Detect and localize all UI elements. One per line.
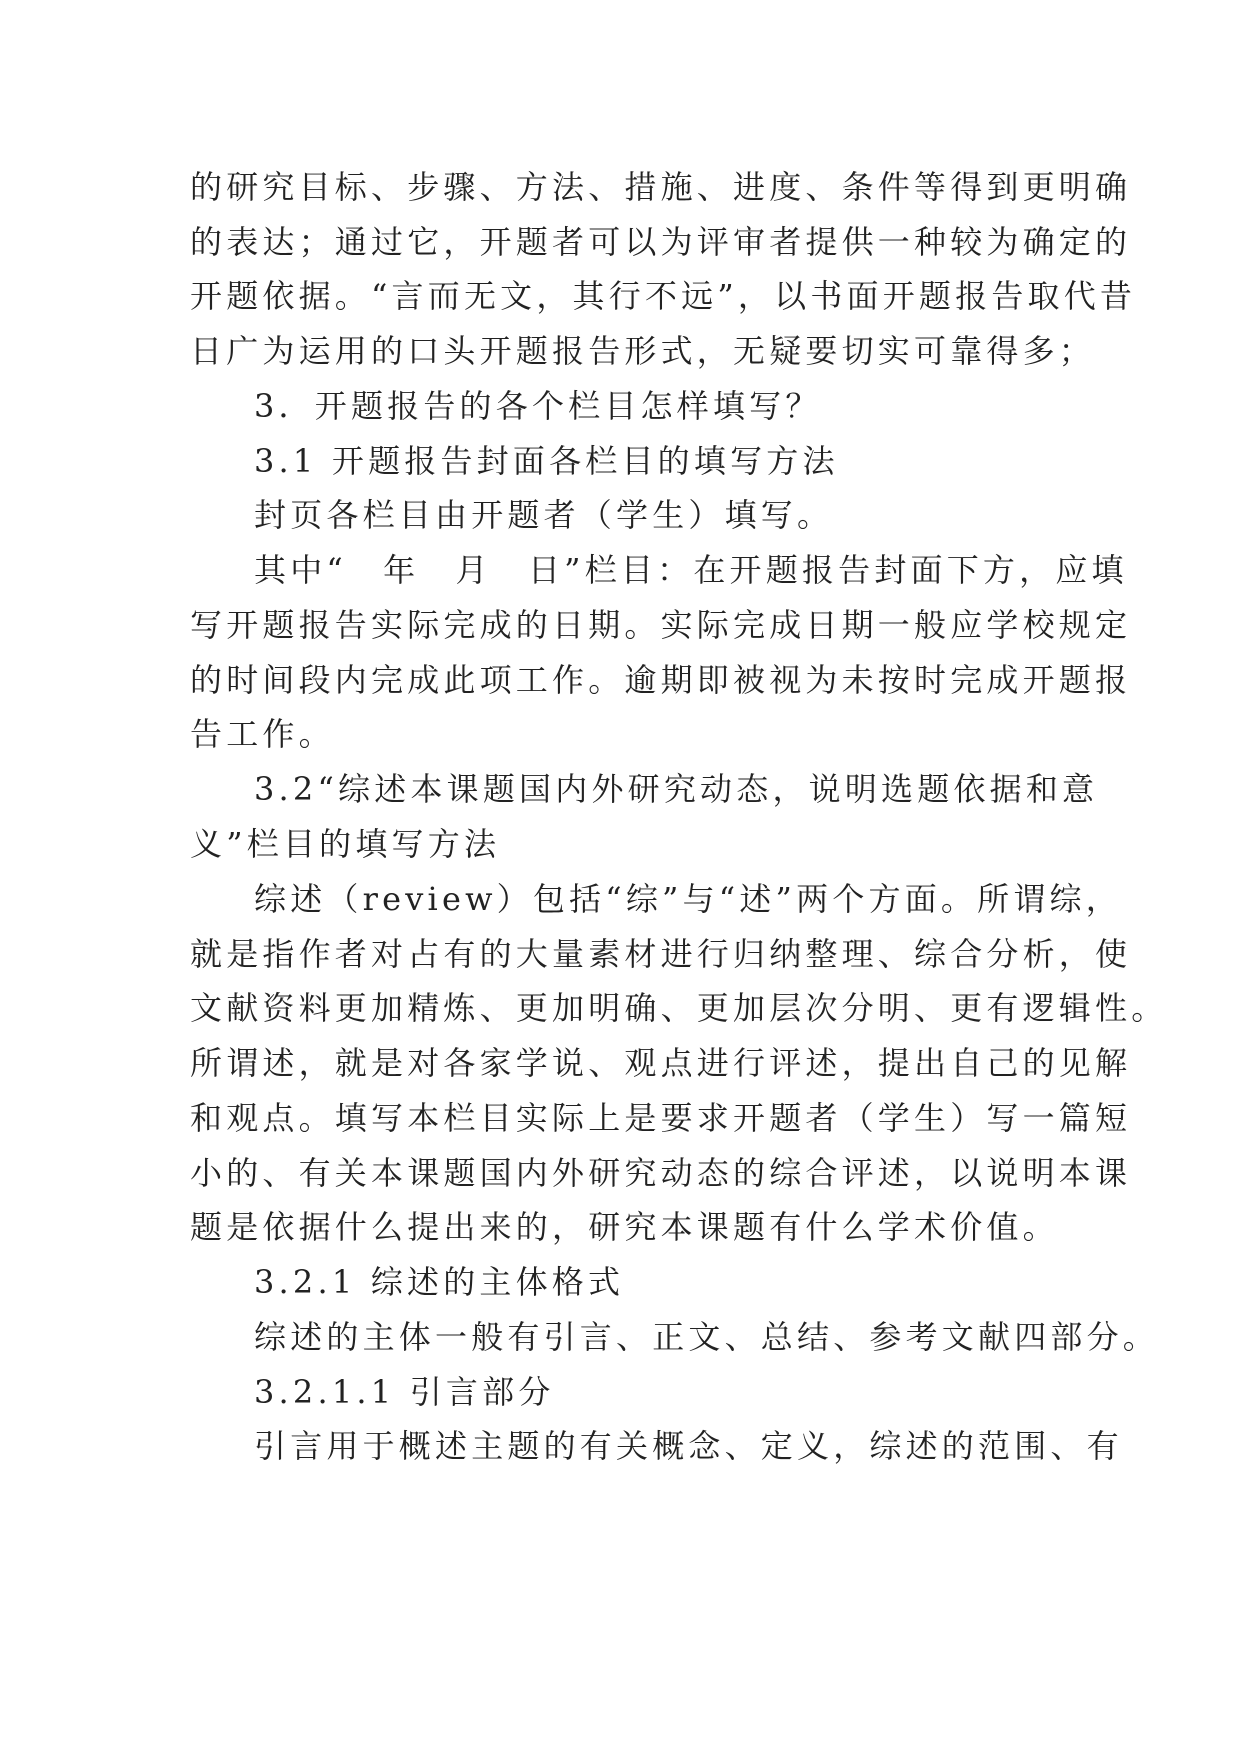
section-heading-3-2-cont: 义”栏目的填写方法 [190, 825, 501, 863]
section-heading-3-2: 3.2“综述本课题国内外研究动态，说明选题依据和意 [254, 770, 1099, 808]
text-line-22: 综述的主体一般有引言、正文、总结、参考文献四部分。 [254, 1318, 1160, 1356]
text-line-11: 告工作。 [190, 715, 335, 753]
text-line-8: 其中“ 年 月 日”栏目：在开题报告封面下方，应填 [254, 551, 1128, 589]
text-line-17: 所谓述，就是对各家学说、观点进行评述，提出自己的见解 [190, 1044, 1132, 1082]
text-line-4: 日广为运用的口头开题报告形式，无疑要切实可靠得多； [190, 332, 1096, 370]
section-heading-3-1: 3.1 开题报告封面各栏目的填写方法 [254, 442, 839, 480]
text-line-7: 封页各栏目由开题者（学生）填写。 [254, 496, 834, 534]
section-heading-3-2-1-1: 3.2.1.1 引言部分 [254, 1373, 555, 1411]
text-line-15: 就是指作者对占有的大量素材进行归纳整理、综合分析，使 [190, 935, 1132, 973]
text-line-16: 文献资料更加精炼、更加明确、更加层次分明、更有逻辑性。 [190, 989, 1168, 1027]
text-line-19: 小的、有关本课题国内外研究动态的综合评述，以说明本课 [190, 1154, 1132, 1192]
section-heading-3: 3．开题报告的各个栏目怎样填写？ [254, 387, 822, 425]
text-line-1: 的研究目标、步骤、方法、措施、进度、条件等得到更明确 [190, 168, 1132, 206]
text-line-2: 的表达；通过它，开题者可以为评审者提供一种较为确定的 [190, 223, 1132, 261]
text-line-18: 和观点。填写本栏目实际上是要求开题者（学生）写一篇短 [190, 1099, 1132, 1137]
text-line-9: 写开题报告实际完成的日期。实际完成日期一般应学校规定 [190, 606, 1132, 644]
text-line-10: 的时间段内完成此项工作。逾期即被视为未按时完成开题报 [190, 661, 1132, 699]
text-line-14: 综述（review）包括“综”与“述”两个方面。所谓综， [254, 880, 1122, 918]
text-line-20: 题是依据什么提出来的，研究本课题有什么学术价值。 [190, 1208, 1059, 1246]
section-heading-3-2-1: 3.2.1 综述的主体格式 [254, 1263, 625, 1301]
text-line-24: 引言用于概述主题的有关概念、定义，综述的范围、有 [254, 1427, 1123, 1465]
text-line-3: 开题依据。“言而无文，其行不远”，以书面开题报告取代昔 [190, 277, 1137, 315]
